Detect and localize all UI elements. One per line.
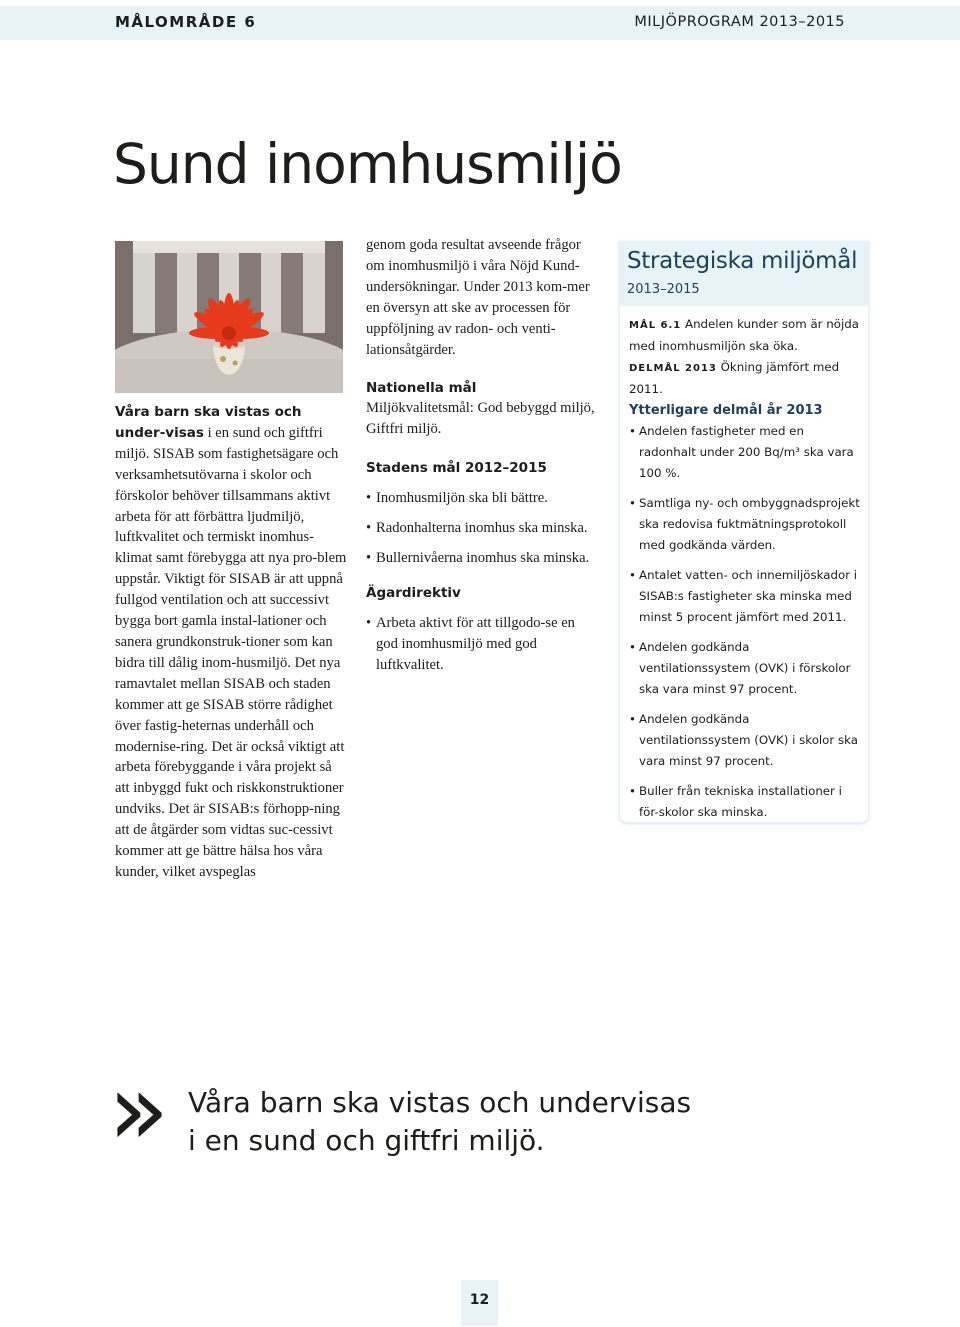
strategic-goals-box (619, 241, 869, 823)
national-text: Miljökvalitetsmål: God bebyggd miljö, Giftfri miljö. (366, 400, 595, 438)
list-item: • Andelen godkända ventilationssystem (OVK) i skolor ska vara minst 97 procent. (629, 709, 864, 772)
goal-text: Andelen kunder som är nöjda med inomhusmiljön ska öka. (629, 317, 859, 353)
list-item: • Arbeta aktivt för att tillgodo-se en god inomhusmiljö med god luftkvalitet. (366, 613, 598, 676)
intro-text: genom goda resultat avseende frågor om inomhusmiljö i våra Nöjd Kund-undersökningar. Under 2013 kom-mer en översyn att ske av processen för uppföljning av radon- och venti-lationsåtgärder. (366, 237, 590, 358)
subgoal-text: Ökning jämfört med 2011. (629, 360, 840, 396)
list-item: • Antalet vatten- och innemiljöskador i SISAB:s fastigheter ska minska med minst 5 procent jämfört med 2011. (629, 565, 864, 628)
goal-label: MÅL 6.1 (629, 320, 682, 331)
list-item: • Andelen godkända ventilationssystem (OVK) i förskolor ska vara minst 97 procent. (629, 637, 864, 700)
page-number-box (461, 1280, 498, 1326)
section-label: MÅLOMRÅDE 6 (115, 13, 257, 31)
further-goals-list (629, 421, 864, 823)
flower-vase-image (115, 241, 343, 393)
body-column-2 (366, 235, 598, 685)
city-heading: Stadens mål 2012–2015 (366, 460, 547, 477)
box-body (629, 314, 864, 832)
page-number: 12 (469, 1292, 490, 1308)
national-heading: Nationella mål (366, 380, 477, 397)
body-text: i en sund och giftfri miljö. SISAB som fastighetsägare och verksamhetsutövarna i skolor och förskolor behöver tillsammans aktivt arbeta för att förbättra ljudmiljö, luftkvalitet och termiskt inomhus-klimat samt förebygga att nya pro-blem uppstår. Viktigt för SISAB är att uppnå fullgod ventilation och att successivt bygga bort gamla instal-lationer och sanera grundkonstruk-tioner som kan bidra till dålig inom-husmiljö. Det nya ramavtalet mellan SISAB och staden kommer att ge SISAB större rådighet över fastig-heternas underhåll och modernise-ring. Det är också viktigt att arbeta förebyggande i våra projekt så att inbyggd fukt och riskkonstruktioner undviks. Det är SISAB:s förhopp-ning att de åtgärder som vidtas suc-cessivt kommer att ge bättre hälsa hos våra kunder, vilket avspeglas (115, 424, 347, 880)
city-goals-list (366, 488, 598, 569)
list-item: • Inomhusmiljön ska bli bättre. (366, 488, 598, 509)
further-goals-heading: Ytterligare delmål år 2013 (629, 403, 823, 418)
page-title: Sund inomhusmiljö (113, 132, 622, 196)
box-subtitle: 2013–2015 (627, 282, 700, 297)
owner-directive-list (366, 613, 598, 676)
list-item: • Samtliga ny- och ombyggnadsprojekt ska redovisa fuktmätningsprotokoll med godkända värden. (629, 493, 864, 556)
list-item: • Buller från tekniska installationer i för-skolor ska minska. (629, 781, 864, 823)
quote-line-2: i en sund och giftfri miljö. (188, 1124, 545, 1157)
box-title: Strategiska miljömål (627, 248, 858, 274)
subgoal-label: DELMÅL 2013 (629, 363, 717, 374)
quote-mark-icon: » (108, 1051, 170, 1168)
quote-line-1: Våra barn ska vistas och undervisas (188, 1086, 692, 1119)
list-item: • Andelen fastigheter med en radonhalt under 200 Bq/m³ ska vara 100 %. (629, 421, 864, 484)
program-label: MILJÖPROGRAM 2013–2015 (634, 14, 845, 30)
list-item: • Radonhalterna inomhus ska minska. (366, 518, 598, 539)
owner-heading: Ägardirektiv (366, 584, 461, 601)
pull-quote (188, 1084, 708, 1160)
lead-text: Våra barn ska vistas och under-visas (115, 404, 302, 441)
body-column-1 (115, 402, 347, 883)
list-item: • Bullernivåerna inomhus ska minska. (366, 548, 598, 569)
box-header (620, 242, 868, 306)
